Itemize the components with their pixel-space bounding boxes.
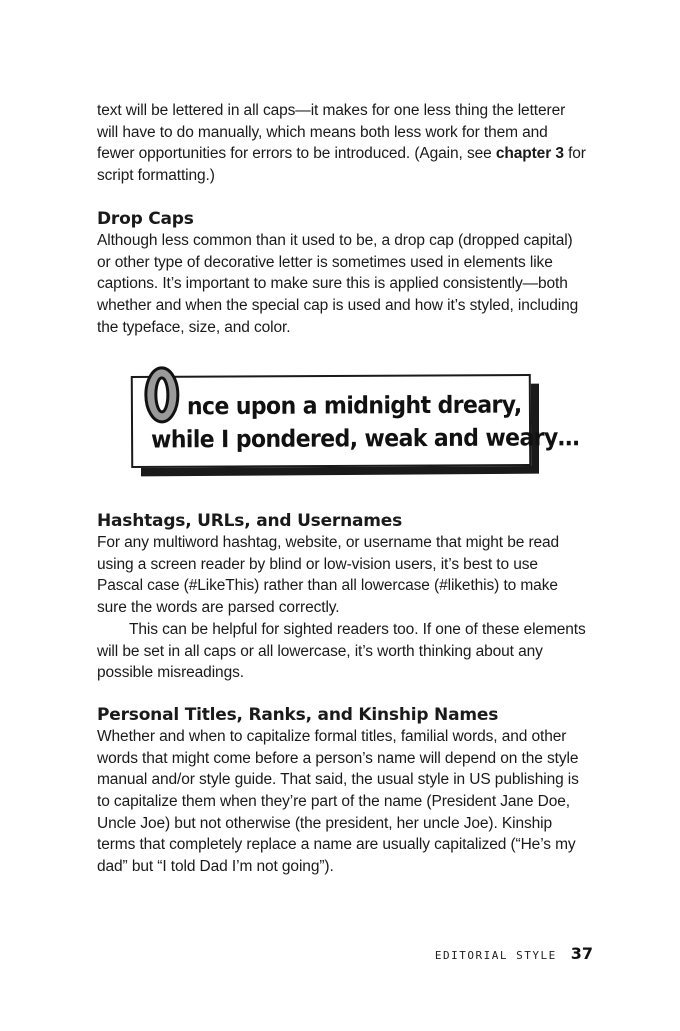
chapter-reference: chapter 3 bbox=[495, 145, 564, 163]
drop-caps-paragraph: Although less common than it used to be, a drop cap (dropped capital) or other type of decorative letter is sometimes used in elements like captions. It’s important to make sure this is applied consistently—both whether and when the special cap is used and how it’s styled, including the typeface, size, and color. bbox=[97, 231, 579, 336]
page-footer bbox=[435, 944, 593, 963]
titles-paragraph: Whether and when to capitalize formal titles, familial words, and other words that might come before a person’s name will depend on the style manual and/or style guide. That said, the usual style in US publishing is to capitalize them when they’re part of the name (President Jane Doe, Uncle Joe) but not otherwise (the president, her uncle Joe). Kinship terms that completely replace a name are usually capitalized (“He’s my dad” but “I told Dad I’m not going”). bbox=[97, 727, 579, 876]
running-head: EDITORIAL STYLE bbox=[434, 949, 557, 962]
caption-box bbox=[131, 374, 580, 468]
hashtags-paragraph-2: This can be helpful for sighted readers too. If one of these elements will be set in all caps or all lowercase, it’s worth thinking about any possible misreadings. bbox=[97, 620, 586, 682]
drop-cap-letter bbox=[143, 365, 181, 425]
caption-line-1: nce upon a midnight dreary, bbox=[186, 392, 522, 421]
intro-paragraph bbox=[97, 100, 587, 187]
page-number: 37 bbox=[570, 944, 593, 963]
page-body bbox=[97, 100, 587, 338]
titles-heading: Personal Titles, Ranks, and Kinship Names bbox=[97, 704, 499, 725]
hashtags-heading: Hashtags, URLs, and Usernames bbox=[97, 511, 403, 531]
drop-caps-heading: Drop Caps bbox=[97, 208, 194, 229]
page-body-lower bbox=[97, 510, 587, 878]
intro-text: text will be lettered in all caps—it makes for one less thing the letterer will have to do manually, which means both less work for them and fewer opportunities for errors to be introduced. (Again, see bbox=[97, 102, 566, 163]
caption-sample bbox=[131, 375, 580, 478]
caption-line-2: while I pondered, weak and weary… bbox=[151, 424, 580, 454]
hashtags-paragraph-1: For any multiword hashtag, website, or username that might be read using a screen reader by blind or low-vision users, it’s best to use Pascal case (#LikeThis) rather than all lowercase (#likethis) to make sure the words are parsed correctly. bbox=[97, 534, 560, 617]
intro-text-end: for script formatting.) bbox=[97, 145, 586, 185]
